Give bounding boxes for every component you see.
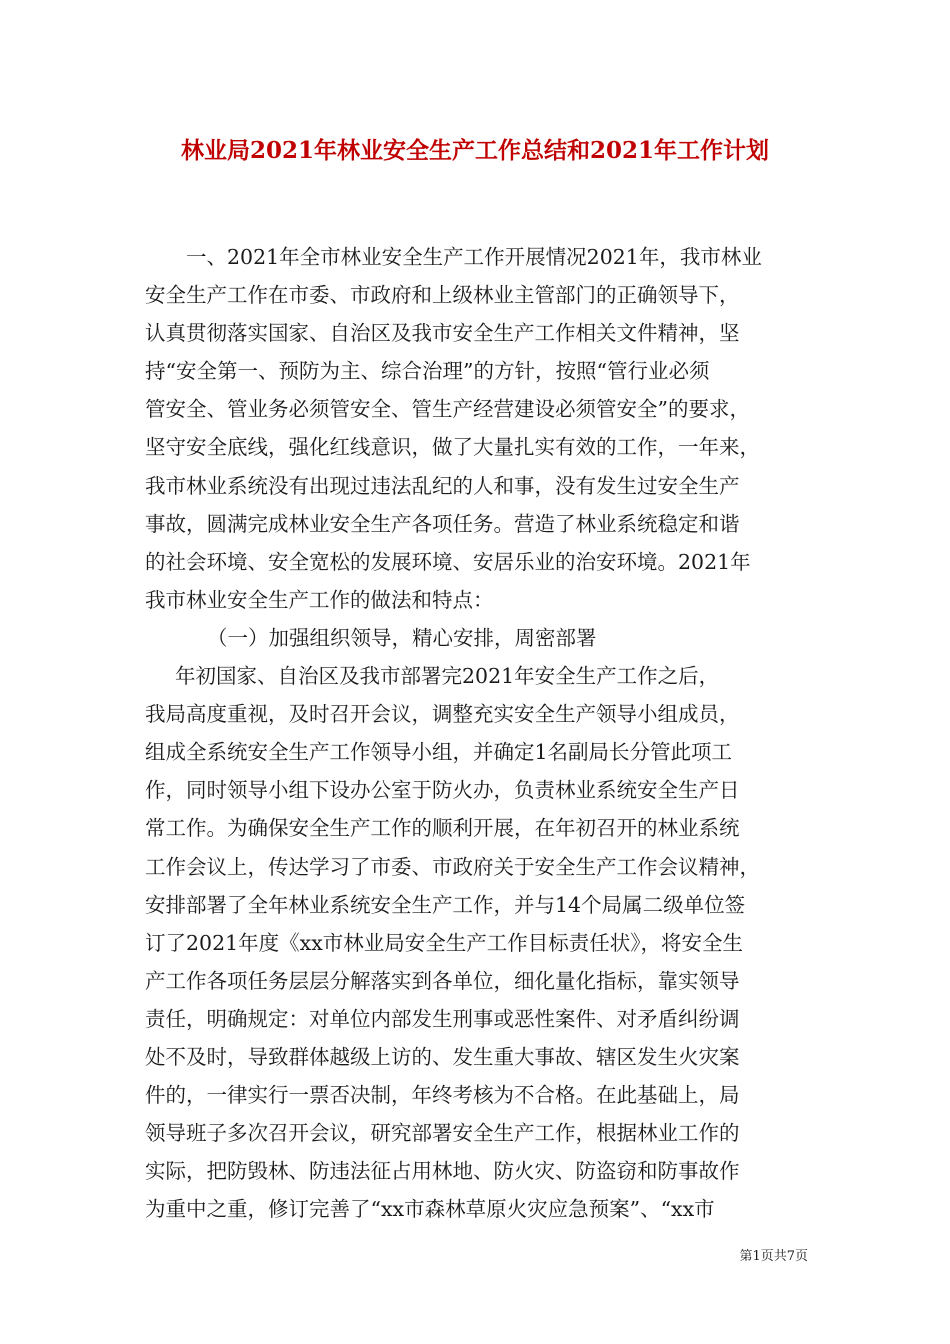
text-line: 事故，圆满完成林业安全生产各项任务。营造了林业系统稳定和谐 [145, 511, 740, 536]
text-line: 产工作各项任务层层分解落实到各单位，细化量化指标，靠实领导 [145, 968, 740, 993]
text-line: 订了2021年度《xx市林业局安全生产工作目标责任状》，将安全生 [145, 930, 744, 955]
text-line: 作，同时领导小组下设办公室于防火办，负责林业系统安全生产日 [145, 778, 740, 803]
text-line: 一、2021年全市林业安全生产工作开展情况2021年，我市林业 [186, 245, 762, 269]
text-line: 实际，把防毁林、防违法征占用林地、防火灾、防盗窃和防事故作 [145, 1159, 740, 1184]
text-line: 年初国家、自治区及我市部署完2021年安全生产工作之后， [175, 664, 720, 689]
document-title: 林业局2021年林业安全生产工作总结和2021年工作计划 [180, 137, 770, 164]
text-line: 坚守安全底线，强化红线意识，做了大量扎实有效的工作，一年来， [145, 435, 760, 460]
text-line: 我市林业系统没有出现过违法乱纪的人和事，没有发生过安全生产 [145, 473, 740, 498]
text-line: 件的，一律实行一票否决制，年终考核为不合格。在此基础上，局 [145, 1083, 740, 1108]
text-line: 持“安全第一、预防为主、综合治理”的方针，按照“管行业必须 [145, 359, 710, 384]
section-heading: （一）加强组织领导，精心安排，周密部署 [207, 625, 597, 650]
text-line: 工作会议上，传达学习了市委、市政府关于安全生产工作会议精神， [145, 854, 760, 879]
text-line: 安排部署了全年林业系统安全生产工作，并与14个局属二级单位签 [145, 892, 746, 917]
document-body [145, 238, 815, 1228]
text-line: 安全生产工作在市委、市政府和上级林业主管部门的正确领导下， [145, 283, 740, 308]
text-line: 我市林业安全生产工作的做法和特点： [145, 587, 494, 612]
page-number: 第1页共7页 [739, 1249, 808, 1264]
text-line: 责任，明确规定：对单位内部发生刑事或恶性案件、对矛盾纠纷调 [145, 1006, 740, 1031]
text-line: 的社会环境、安全宽松的发展环境、安居乐业的治安环境。2021年 [145, 549, 751, 574]
text-line: 管安全、管业务必须管安全、管生产经营建设必须管安全”的要求， [145, 397, 750, 422]
text-line: 我局高度重视，及时召开会议，调整充实安全生产领导小组成员， [145, 702, 740, 727]
text-line: 为重中之重，修订完善了“xx市森林草原火灾应急预案”、“xx市 [145, 1197, 715, 1222]
text-line: 领导班子多次召开会议，研究部署安全生产工作，根据林业工作的 [145, 1121, 740, 1146]
text-line: 常工作。为确保安全生产工作的顺利开展，在年初召开的林业系统 [145, 816, 740, 841]
text-line: 处不及时，导致群体越级上访的、发生重大事故、辖区发生火灾案 [145, 1044, 740, 1069]
text-line: 认真贯彻落实国家、自治区及我市安全生产工作相关文件精神，坚 [145, 321, 740, 346]
text-line: 组成全系统安全生产工作领导小组，并确定1名副局长分管此项工 [145, 740, 733, 765]
